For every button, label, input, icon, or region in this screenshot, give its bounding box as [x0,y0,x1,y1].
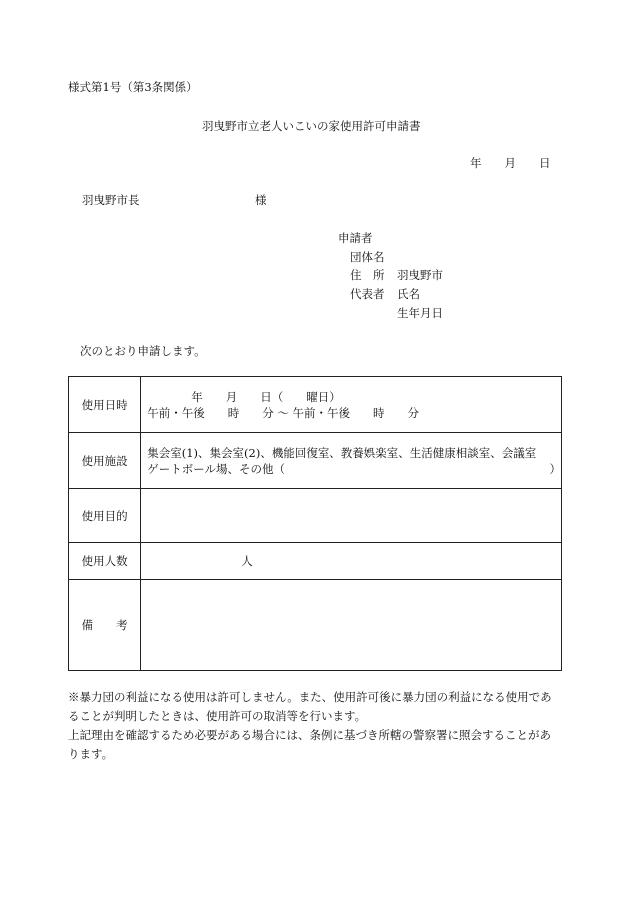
form-number: 様式第1号（第3条関係） [68,80,198,94]
document-title: 羽曳野市立老人いこいの家使用許可申請書 [202,119,421,133]
facility-line2: ゲートボール場、その他（ ） [147,461,561,476]
addressee-honorific: 様 [255,193,267,207]
note-line: 上記理由を確認するため必要がある場合には、条例に基づき所轄の警察署に照会することがあ [68,728,551,742]
row-datetime [69,377,562,433]
application-table [68,376,562,671]
row-count [69,543,562,580]
row-remarks [69,580,562,671]
label-datetime: 使用日時 [69,377,141,433]
field-purpose[interactable] [141,489,562,543]
applicant-name-label: 氏名 [397,287,420,301]
applicant-rep-label: 代表者 [350,287,385,301]
applicant-address-value: 羽曳野市 [397,268,443,282]
label-purpose: 使用目的 [69,489,141,543]
note-line: ることが判明したときは、使用許可の取消等を行います。 [68,709,367,723]
field-datetime[interactable] [141,377,562,433]
notes [68,688,568,764]
label-facility: 使用施設 [69,433,141,489]
row-purpose [69,489,562,543]
field-count[interactable] [141,543,562,580]
count-unit: 人 [241,554,253,568]
note-line: ります。 [68,747,114,761]
label-count: 使用人数 [69,543,141,580]
applicant-heading: 申請者 [338,231,373,245]
field-remarks[interactable] [141,580,562,671]
datetime-line1: 年 月 日（ 曜日） [191,389,341,404]
note-line: ※暴力団の利益になる使用は許可しません。また、使用許可後に暴力団の利益になる使用であ [68,690,552,704]
label-remarks: 備 考 [69,580,141,671]
addressee-name: 羽曳野市長 [82,193,140,207]
datetime-line2: 午前・午後 時 分 ～ 午前・午後 時 分 [147,405,420,420]
facility-line1: 集会室(1)、集会室(2)、機能回復室、教養娯楽室、生活健康相談室、会議室 [147,445,537,460]
field-facility[interactable] [141,433,562,489]
intro-text: 次のとおり申請します。 [80,344,206,358]
applicant-group-label: 団体名 [350,250,385,264]
applicant-address-label: 住 所 [350,268,385,282]
row-facility [69,433,562,489]
date-line: 年 月 日 [470,156,551,170]
applicant-dob-label: 生年月日 [397,306,443,320]
